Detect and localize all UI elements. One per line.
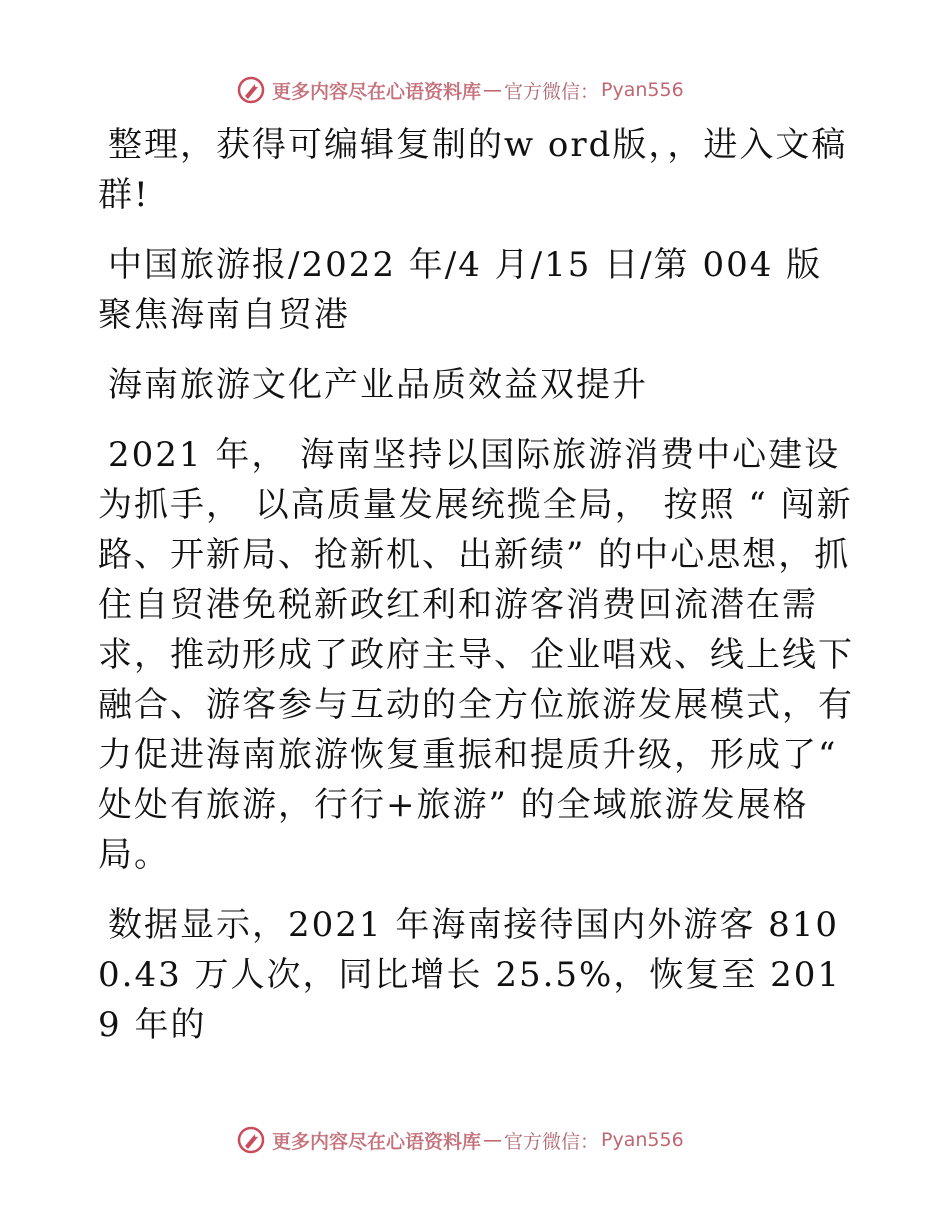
watermark-wechat-id: Pyan556 bbox=[601, 1129, 684, 1151]
watermark-site-text: 更多内容尽在心语资料库 bbox=[272, 1130, 482, 1153]
pen-logo-icon bbox=[236, 1125, 266, 1155]
watermark-site-text: 更多内容尽在心语资料库 bbox=[272, 80, 482, 103]
watermark-dash: — bbox=[483, 1129, 503, 1151]
article-title: 海南旅游文化产业品质效益双提升 bbox=[108, 365, 648, 405]
pen-logo-icon bbox=[236, 75, 266, 105]
watermark-dash: — bbox=[483, 79, 503, 101]
watermark-official-label: 官方微信： bbox=[504, 80, 600, 103]
footer-watermark bbox=[236, 1124, 684, 1156]
paragraph-body-1: 2021 年， 海南坚持以国际旅游消费中心建设为抓手， 以高质量发展统揽全局， 按照 “ 闯新路、开新局、抢新机、出新绩” 的中心思想，抓住自贸港免税新政红利和游客消费回流潜在需求，推动形成了政府主导、企业唱戏、线上线下融合、游客参与互动的全方位旅游发展模式，有力促进海南旅游恢复重振和提质升级，形成了“ 处处有旅游，行行+旅游” 的全域旅游发展格局。 bbox=[98, 435, 854, 875]
paragraph-intro: 整理，获得可编辑复制的w ord版，，进入文稿群! bbox=[98, 125, 848, 215]
watermark-wechat-id: Pyan556 bbox=[601, 79, 684, 101]
watermark-official-label: 官方微信： bbox=[504, 1130, 600, 1153]
document-body bbox=[98, 120, 858, 1070]
paragraph-body-2: 数据显示，2021 年海南接待国内外游客 8100.43 万人次，同比增长 25.5%，恢复至 2019 年的 bbox=[98, 905, 842, 1045]
header-watermark bbox=[236, 74, 684, 106]
paragraph-source: 中国旅游报/2022 年/4 月/15 日/第 004 版聚焦海南自贸港 bbox=[98, 245, 823, 335]
